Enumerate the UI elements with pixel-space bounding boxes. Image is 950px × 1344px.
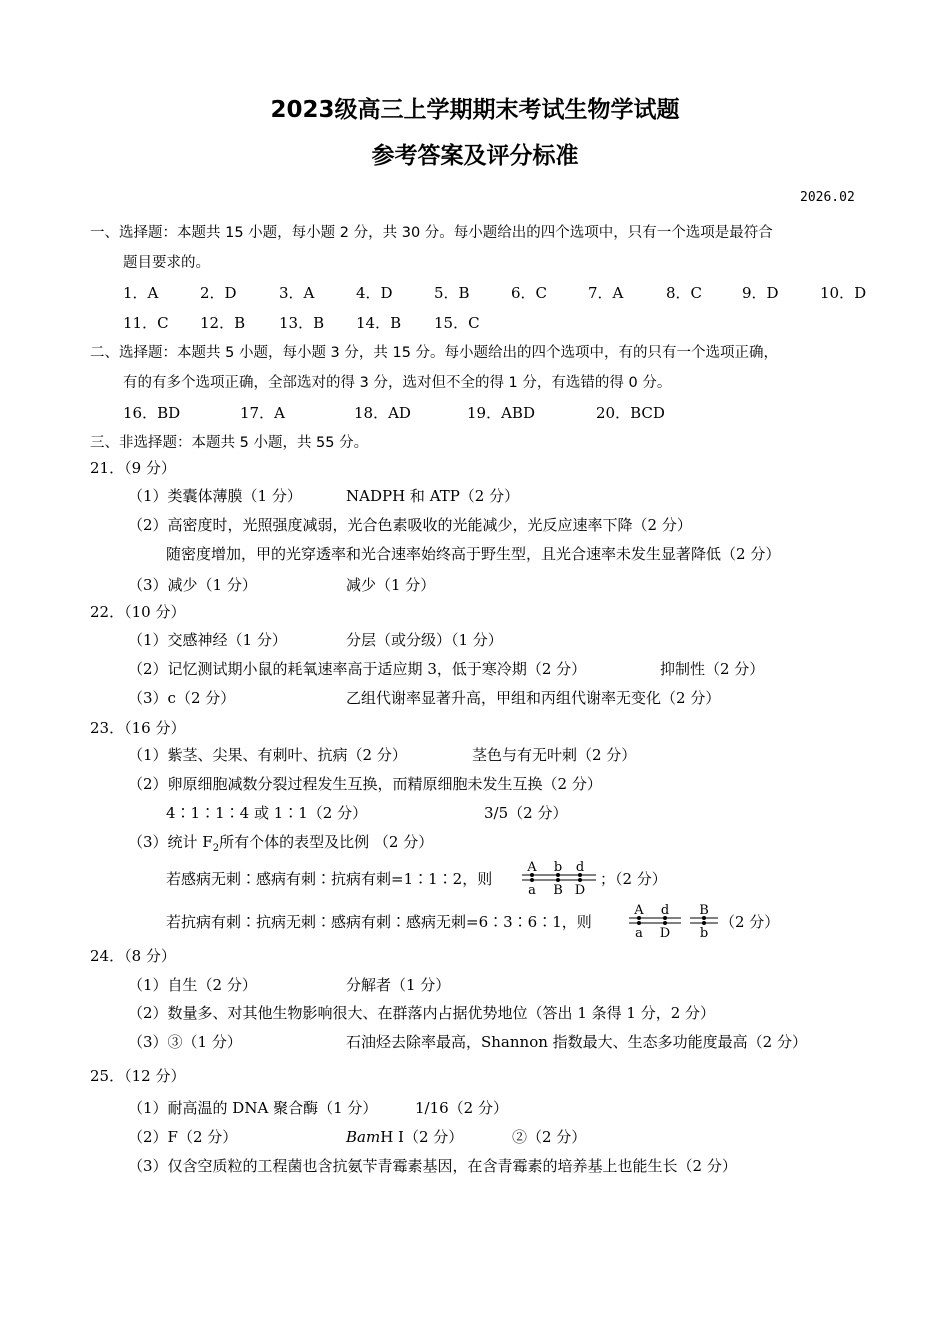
q23-heading: 23．（16 分）	[90, 719, 186, 737]
q22-answer-3a: （3）c（2 分）	[128, 689, 236, 707]
answer-9: 9．D	[742, 284, 779, 302]
q21-answer-1b: NADPH 和 ATP（2 分）	[346, 487, 520, 505]
q25-answer-1b: 1/16（2 分）	[415, 1099, 508, 1117]
q25-answer-3: （3）仅含空质粒的工程菌也含抗氨苄青霉素基因，在含青霉素的培养基上也能生长（2 分）	[128, 1157, 737, 1175]
q21-answer-1a: （1）类囊体薄膜（1 分）	[128, 487, 302, 505]
answer-6: 6．C	[511, 284, 548, 302]
section2-heading-cont: 有的有多个选项正确，全部选对的得 3 分，选对但不全的得 1 分，有选错的得 0 分。	[123, 375, 672, 391]
answer-10: 10．D	[820, 284, 867, 302]
q25-heading: 25．（12 分）	[90, 1067, 186, 1085]
answer-14: 14．B	[356, 314, 402, 332]
q21-answer-3a: （3）减少（1 分）	[128, 576, 257, 594]
q23-answer-3	[128, 832, 433, 859]
answer-7: 7．A	[588, 284, 624, 302]
q21-answer-2: （2）高密度时，光照强度减弱，光合色素吸收的光能减少，光反应速率下降（2 分）	[128, 516, 692, 534]
answer-8: 8．C	[666, 284, 703, 302]
answer-18: 18．AD	[354, 404, 411, 422]
q25-answer-2b	[346, 1127, 463, 1147]
chromosome-diagram-1	[518, 857, 598, 899]
answer-4: 4．D	[356, 284, 393, 302]
q23-answer-3c-end: （2 分）	[720, 913, 780, 931]
q21-answer-3b: 减少（1 分）	[346, 576, 436, 594]
section3-heading: 三、非选择题：本题共 5 小题，共 55 分。	[90, 435, 369, 451]
allele-label: b	[553, 860, 563, 875]
q25-answer-2a: （2）F（2 分）	[128, 1128, 238, 1146]
q22-answer-2a: （2）记忆测试期小鼠的耗氧速率高于适应期 3，低于寒冷期（2 分）	[128, 660, 587, 678]
q22-answer-3b: 乙组代谢率显著升高，甲组和丙组代谢率无变化（2 分）	[346, 689, 721, 707]
q23-answer-3c: 若抗病有刺∶抗病无刺∶感病有刺∶感病无刺=6∶3∶6∶1，则	[166, 913, 592, 931]
q24-heading: 24．（8 分）	[90, 947, 176, 965]
answer-20: 20．BCD	[596, 404, 665, 422]
allele-label: B	[553, 883, 563, 898]
q24-answer-2: （2）数量多、对其他生物影响很大、在群落内占据优势地位（答出 1 条得 1 分，2 分）	[128, 1004, 716, 1022]
q21-heading: 21．（9 分）	[90, 459, 176, 477]
locus-dot	[556, 878, 560, 882]
answer-11: 11．C	[123, 314, 169, 332]
q25-enzyme-rest: H I（2 分）	[380, 1128, 464, 1146]
section2-heading: 二、选择题：本题共 5 小题，每小题 3 分，共 15 分。每小题给出的四个选项中，有的只有一个选项正确，	[90, 345, 779, 361]
q23-answer-3-post: 所有个体的表型及比例 （2 分）	[219, 833, 434, 851]
q22-answer-2b: 抑制性（2 分）	[660, 660, 765, 678]
q22-answer-1a: （1）交感神经（1 分）	[128, 631, 287, 649]
q23-answer-1b: 茎色与有无叶刺（2 分）	[472, 746, 637, 764]
allele-label: D	[574, 883, 586, 898]
allele-label: b	[699, 926, 709, 941]
q24-answer-1a: （1）自生（2 分）	[128, 976, 257, 994]
allele-label: D	[659, 926, 671, 941]
answer-1: 1．A	[123, 284, 159, 302]
q25-enzyme-italic: Bam	[346, 1128, 381, 1146]
q23-answer-2b: 4∶1∶1∶4 或 1∶1（2 分）	[166, 804, 368, 822]
answer-12: 12．B	[200, 314, 246, 332]
answer-5: 5．B	[434, 284, 470, 302]
q23-answer-3-pre: （3）统计 F	[128, 833, 213, 851]
page-title: 2023级高三上学期期末考试生物学试题	[270, 97, 680, 123]
q25-answer-1a: （1）耐高温的 DNA 聚合酶（1 分）	[128, 1099, 378, 1117]
q21-answer-2b: 随密度增加，甲的光穿透率和光合速率始终高于野生型，且光合速率未发生显著降低（2 分）	[166, 545, 781, 563]
exam-date: 2026.02	[800, 190, 855, 205]
locus-dot	[530, 878, 534, 882]
answer-13: 13．B	[279, 314, 325, 332]
q25-answer-2c: ②（2 分）	[512, 1128, 587, 1146]
answer-17: 17．A	[240, 404, 285, 422]
locus-dot	[663, 921, 667, 925]
allele-label: A	[634, 903, 644, 918]
allele-label: A	[527, 860, 537, 875]
locus-dot	[578, 878, 582, 882]
allele-label: a	[635, 926, 643, 941]
answer-15: 15．C	[434, 314, 480, 332]
q24-answer-1b: 分解者（1 分）	[346, 976, 451, 994]
q22-answer-1b: 分层（或分级）（1 分）	[346, 631, 503, 649]
q23-answer-1a: （1）紫茎、尖果、有刺叶、抗病（2 分）	[128, 746, 407, 764]
chromosome-diagram-2	[627, 900, 683, 942]
allele-label: d	[660, 903, 670, 918]
chromosome-diagram-3	[688, 900, 720, 942]
q23-answer-3b: 若感病无刺∶感病有刺∶抗病有刺=1∶1∶2，则	[166, 870, 493, 888]
q23-answer-3-sub: 2	[212, 843, 220, 854]
answer-19: 19．ABD	[467, 404, 535, 422]
q24-answer-3a: （3）③（1 分）	[128, 1033, 242, 1051]
q23-answer-3b-end: ；（2 分）	[600, 870, 667, 888]
answer-2: 2．D	[200, 284, 237, 302]
locus-dot	[702, 921, 706, 925]
q23-answer-2c: 3/5（2 分）	[484, 804, 568, 822]
q23-answer-2: （2）卵原细胞减数分裂过程发生互换，而精原细胞未发生互换（2 分）	[128, 775, 602, 793]
answer-16: 16．BD	[123, 404, 181, 422]
allele-label: B	[699, 903, 709, 918]
section1-heading: 一、选择题：本题共 15 小题，每小题 2 分，共 30 分。每小题给出的四个选项中，只有一个选项是最符合	[90, 225, 773, 241]
allele-label: a	[528, 883, 536, 898]
q24-answer-3b: 石油烃去除率最高，Shannon 指数最大、生态多功能度最高（2 分）	[346, 1033, 807, 1051]
locus-dot	[637, 921, 641, 925]
q22-heading: 22．（10 分）	[90, 603, 186, 621]
page-subtitle: 参考答案及评分标准	[371, 143, 579, 169]
answer-3: 3．A	[279, 284, 315, 302]
allele-label: d	[575, 860, 585, 875]
section1-heading-cont: 题目要求的。	[123, 255, 210, 271]
